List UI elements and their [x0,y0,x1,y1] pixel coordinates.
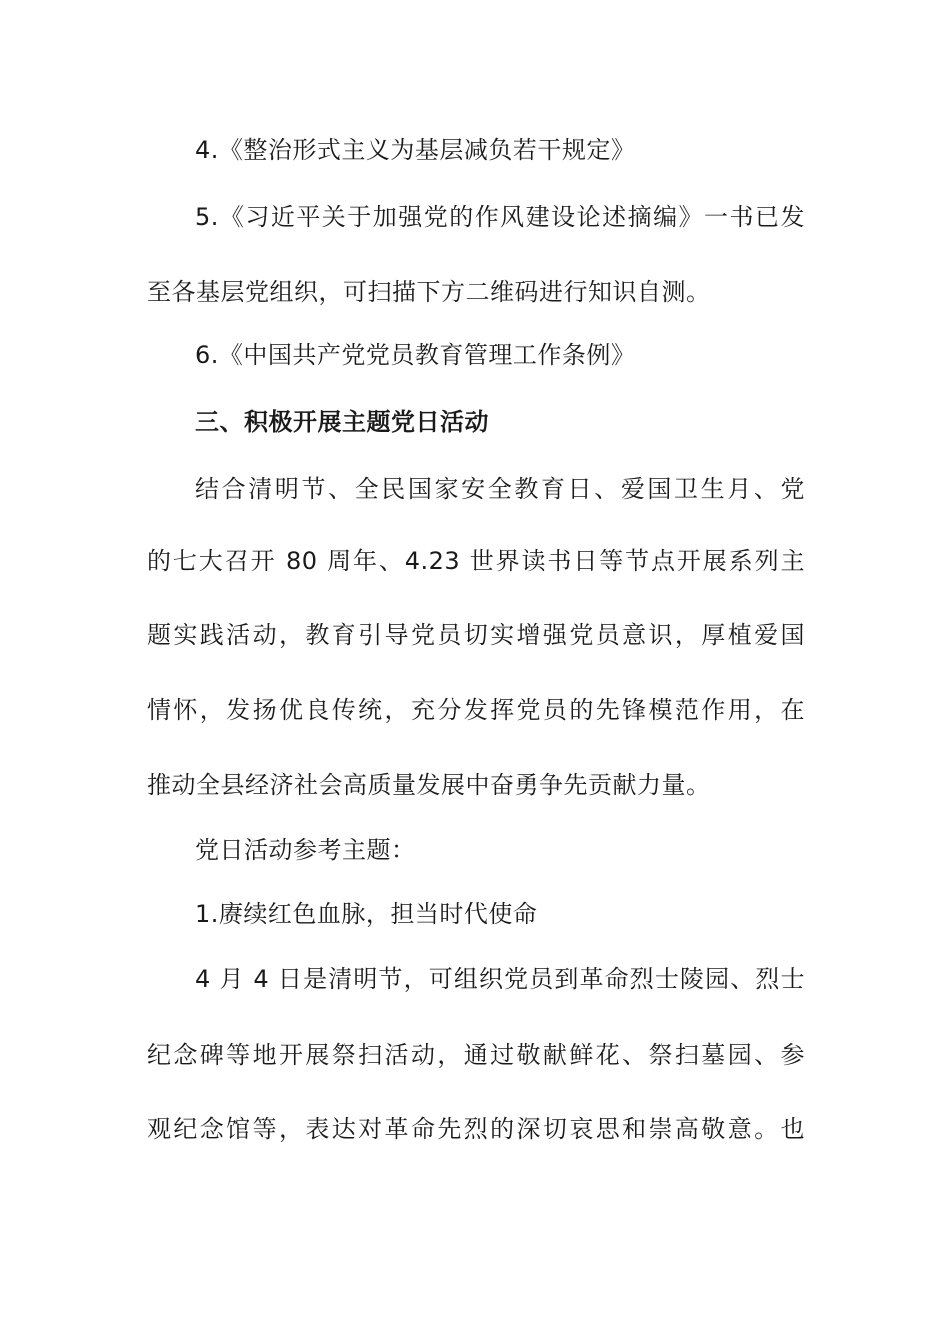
list-item-4: 4.《整治形式主义为基层减负若干规定》 [195,136,636,164]
paragraph-line: 的七大召开 80 周年、4.23 世界读书日等节点开展系列主 [147,547,805,575]
topic-item-1: 1.赓续红色血脉，担当时代使命 [195,900,538,928]
paragraph-line: 题实践活动，教育引导党员切实增强党员意识，厚植爱国 [147,621,805,649]
paragraph-line: 推动全县经济社会高质量发展中奋勇争先贡献力量。 [147,771,711,799]
paragraph-line: 结合清明节、全民国家安全教育日、爱国卫生月、党 [195,475,805,503]
paragraph-line: 纪念碑等地开展祭扫活动，通过敬献鲜花、祭扫墓园、参 [147,1041,805,1069]
list-item-5: 5.《习近平关于加强党的作风建设论述摘编》一书已发 [195,203,805,231]
paragraph-line: 情怀，发扬优良传统，充分发挥党员的先锋模范作用，在 [147,696,805,724]
list-item-6: 6.《中国共产党党员教育管理工作条例》 [195,341,636,369]
section-heading: 三、积极开展主题党日活动 [195,408,489,436]
paragraph-line: 4 月 4 日是清明节，可组织党员到革命烈士陵园、烈士 [195,965,805,993]
topics-heading: 党日活动参考主题： [195,836,416,864]
list-item-5-continued: 至各基层党组织，可扫描下方二维码进行知识自测。 [147,278,711,306]
paragraph-line: 观纪念馆等，表达对革命先烈的深切哀思和崇高敬意。也 [147,1115,805,1143]
